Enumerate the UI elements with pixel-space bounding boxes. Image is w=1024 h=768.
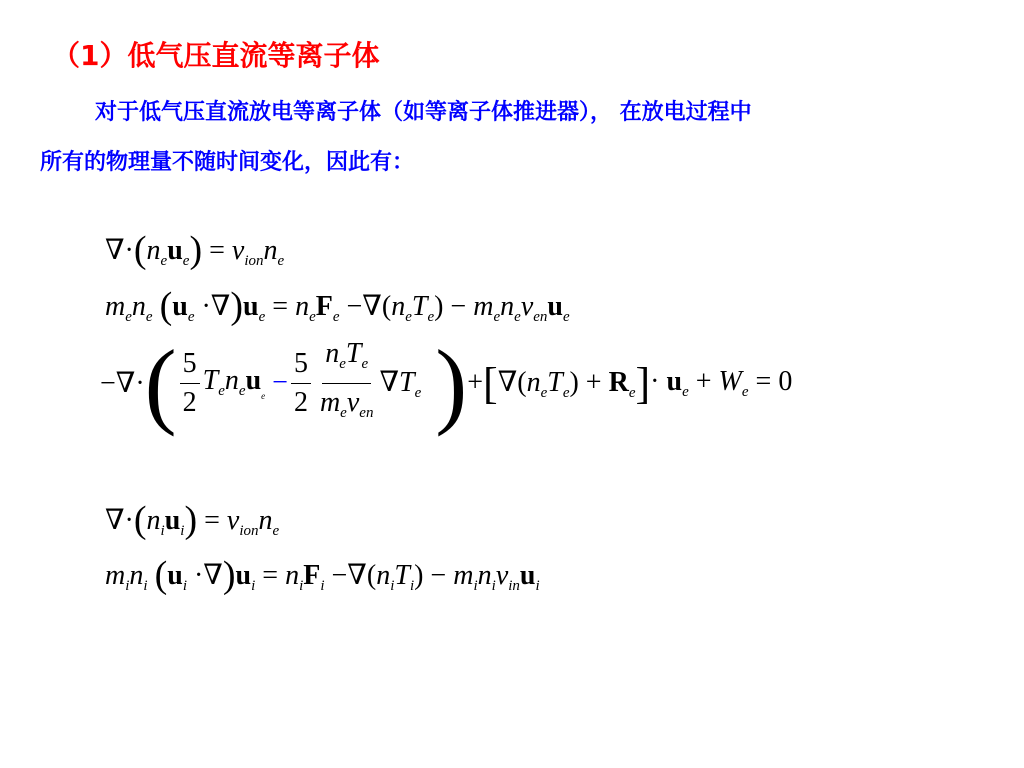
equation-electron-energy: −∇· ( $\frac{5}{2}$ $T_en_eu_e$ − $\frac{5}{2}$ $\frac{n_eT_e}{m_e\nu_{en}}$ $\nabla T_e$ ) + [ $\nabla(n_eT_e) + R_e$ ] · $u_e + W_e = 0$ <box>100 329 793 437</box>
equation-ion-continuity: $\nabla\cdot(n_iu_i) = \nu_{ion}n_e$ <box>105 499 280 541</box>
equation-electron-continuity: $\nabla\cdot(n_eu_e) = \nu_{ion}n_e$ <box>105 229 285 271</box>
paragraph-line-1: 对于低气压直流放电等离子体（如等离子体推进器）， 在放电过程中 <box>95 100 752 125</box>
equation-electron-momentum: $m_en_e$ $(u_e \cdot\nabla)u_e = n_eF_e -\nabla(n_eT_e) - m_en_e\nu_{en}u_e$ <box>105 285 570 327</box>
paragraph-line-2: 所有的物理量不随时间变化，因此有： <box>40 150 415 175</box>
section-heading: （1）低气压直流等离子体 <box>52 39 380 72</box>
equation-ion-momentum: $m_in_i$ $(u_i \cdot\nabla)u_i = n_iF_i -\nabla(n_iT_i) - m_in_i\nu_{in}u_i$ <box>105 554 540 596</box>
